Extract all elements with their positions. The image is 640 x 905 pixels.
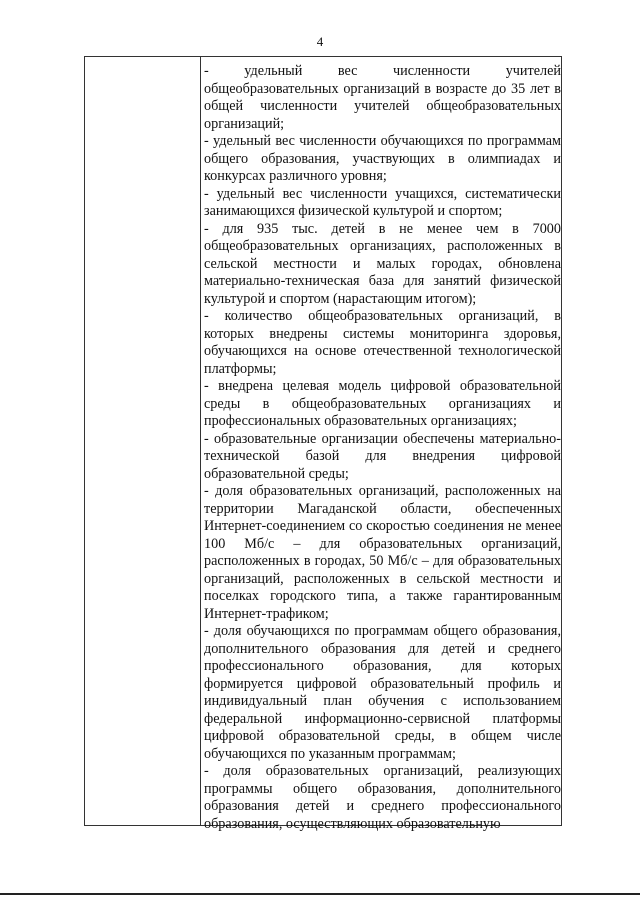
indicator-item: - доля образовательных организаций, реализующих программы общего образования, дополнительного образования детей и среднего профессионального образования, осуществляющих образовательную [204,763,561,832]
table-left-column [85,57,201,825]
indicators-table [84,56,562,832]
indicator-item: - доля обучающихся по программам общего образования, дополнительного образования для детей и среднего профессионального образования, для которых формируется цифровой образовательный профиль и индивидуальный план обучения с использованием федеральной информационно-сервисной платформы цифровой образовательной среды, в общем числе обучающихся по указанным программам; [204,623,561,762]
indicator-item: - удельный вес численности учителей общеобразовательных организаций в возрасте до 35 лет в общей численности учителей общеобразовательных организаций; [204,63,561,132]
indicator-item: - внедрена целевая модель цифровой образовательной среды в общеобразовательных организациях и профессиональных образовательных организациях; [204,378,561,429]
indicator-item: - доля образовательных организаций, расположенных на территории Магаданской области, обеспеченных Интернет-соединением со скоростью соединения не менее 100 Мб/с – для образовательных организаций, расположенных в городах, 50 Мб/с – для образовательных организаций, расположенных в сельской местности и поселках городского типа, а также гарантированным Интернет-трафиком; [204,483,561,622]
indicator-item: - удельный вес численности обучающихся по программам общего образования, участвующих в олимпиадах и конкурсах различного уровня; [204,133,561,184]
bottom-divider [0,893,640,895]
indicator-item: - количество общеобразовательных организаций, в которых внедрены системы мониторинга здоровья, обучающихся на основе отечественной технологической платформы; [204,308,561,377]
table-right-column [201,63,561,833]
page-number: 4 [316,34,324,49]
indicator-item: - образовательные организации обеспечены материально-технической базой для внедрения цифровой образовательной среды; [204,430,561,482]
indicator-item: - удельный вес численности учащихся, систематически занимающихся физической культурой и спортом; [204,185,561,219]
indicator-item: - для 935 тыс. детей в не менее чем в 7000 общеобразовательных организациях, расположенных в сельской местности и малых городах, обновлена материально-техническая база для занятий физической культурой и спортом (нарастающим итогом); [204,220,561,307]
